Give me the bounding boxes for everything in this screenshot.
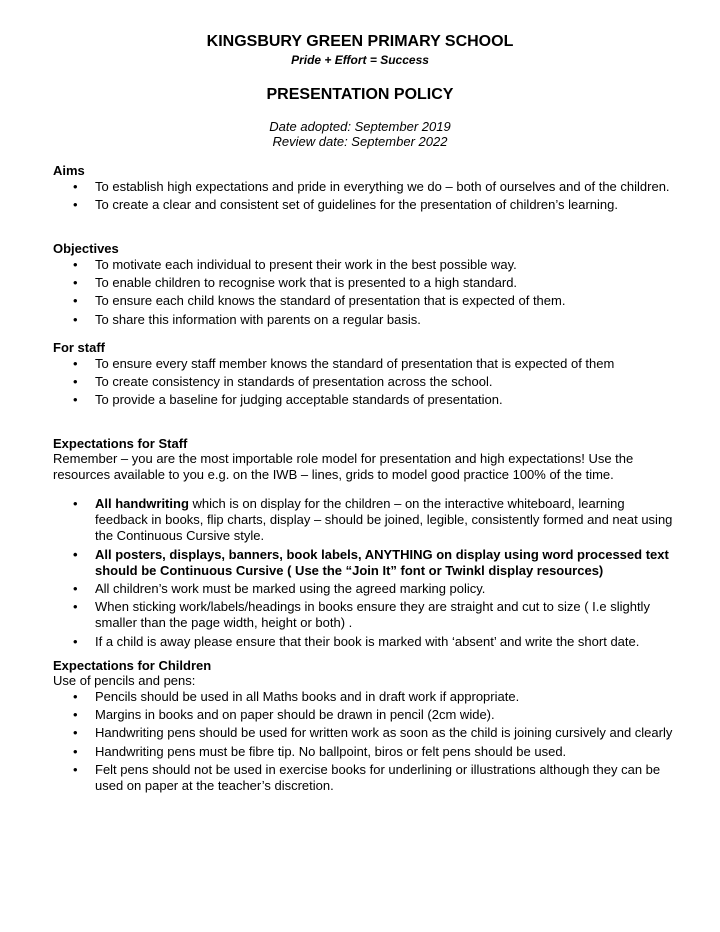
list-item: • To motivate each individual to present their work in the best possible way. [73,257,517,272]
objectives-list [53,257,673,330]
bullet-icon: • [73,689,78,704]
list-item: • To provide a baseline for judging acceptable standards of presentation. [73,392,503,408]
bullet-icon: • [73,725,78,741]
for-staff-list [53,356,673,411]
bullet-icon: • [73,496,78,511]
bullet-icon: • [73,392,78,408]
bullet-icon: • [73,311,78,327]
bullet-icon: • [73,257,78,272]
expectations-children-list [53,689,673,796]
bullet-icon: • [73,197,78,213]
bullet-icon: • [73,581,78,597]
expectations-children-subheading: Use of pencils and pens: [53,673,196,688]
bullet-icon: • [73,275,78,291]
list-item: • Margins in books and on paper should be drawn in pencil (2cm wide). [73,707,495,723]
list-item: • To ensure every staff member knows the standard of presentation that is expected of them [73,356,615,371]
list-item: • All posters, displays, banners, book labels, ANYTHING on display using word processed text should be Continuous Cursive ( Use the “Join It” font or Twinkl display resources) [73,546,669,578]
bullet-icon: • [73,743,78,759]
list-item: • To create consistency in standards of presentation across the school. [73,374,493,390]
list-item: • If a child is away please ensure that their book is marked with ‘absent’ and write the short date. [73,633,640,649]
expectations-staff-list [53,496,673,652]
expectations-children-heading: Expectations for Children [53,658,212,673]
list-item: • Handwriting pens should be used for written work as soon as the child is joining cursively and clearly [73,725,673,741]
objectives-heading: Objectives [53,241,119,256]
bullet-icon: • [73,356,78,371]
bullet-icon: • [73,761,78,777]
page-title: PRESENTATION POLICY [266,86,454,103]
list-item: • When sticking work/labels/headings in books ensure they are straight and cut to size ( I.e slightly smaller than the page width, height or both) . [73,599,650,631]
bullet-icon: • [73,293,78,309]
review-date: Review date: September 2022 [272,134,448,149]
for-staff-heading: For staff [53,340,105,355]
bullet-icon: • [73,599,78,615]
list-item: • All children’s work must be marked using the agreed marking policy. [73,581,486,597]
bullet-icon: • [73,546,78,562]
aims-list [53,179,673,215]
date-adopted: Date adopted: September 2019 [269,119,451,134]
bullet-icon: • [73,374,78,390]
aims-heading: Aims [53,163,85,178]
expectations-staff-heading: Expectations for Staff [53,436,188,451]
school-motto: Pride + Effort = Success [291,53,429,67]
list-item: • Handwriting pens must be fibre tip. No ballpoint, biros or felt pens should be used. [73,743,567,759]
list-item: • To enable children to recognise work that is presented to a high standard. [73,275,518,291]
list-item: • All handwriting which is on display for the children – on the interactive whiteboard, learning feedback in books, flip charts, display – should be joined, legible, consistently formed and neat using the Continuous Cursive style. [73,496,673,544]
list-item: • To share this information with parents on a regular basis. [73,311,421,327]
list-item: • To establish high expectations and pride in everything we do – both of ourselves and of the children. [73,179,670,194]
list-item: • Pencils should be used in all Maths books and in draft work if appropriate. [73,689,520,704]
list-item: • To ensure each child knows the standard of presentation that is expected of them. [73,293,566,309]
bullet-icon: • [73,707,78,723]
list-item: • Felt pens should not be used in exercise books for underlining or illustrations although they can be used on paper at the teacher’s discretion. [73,761,661,794]
expectations-staff-intro: Remember – you are the most importable role model for presentation and high expectations! Use the resources available to you e.g. on the IWB – lines, grids to model good practice 100% of the time. [53,451,634,482]
bullet-icon: • [73,179,78,194]
school-name: KINGSBURY GREEN PRIMARY SCHOOL [206,33,514,50]
list-item: • To create a clear and consistent set of guidelines for the presentation of children’s learning. [73,197,618,213]
bullet-icon: • [73,633,78,649]
